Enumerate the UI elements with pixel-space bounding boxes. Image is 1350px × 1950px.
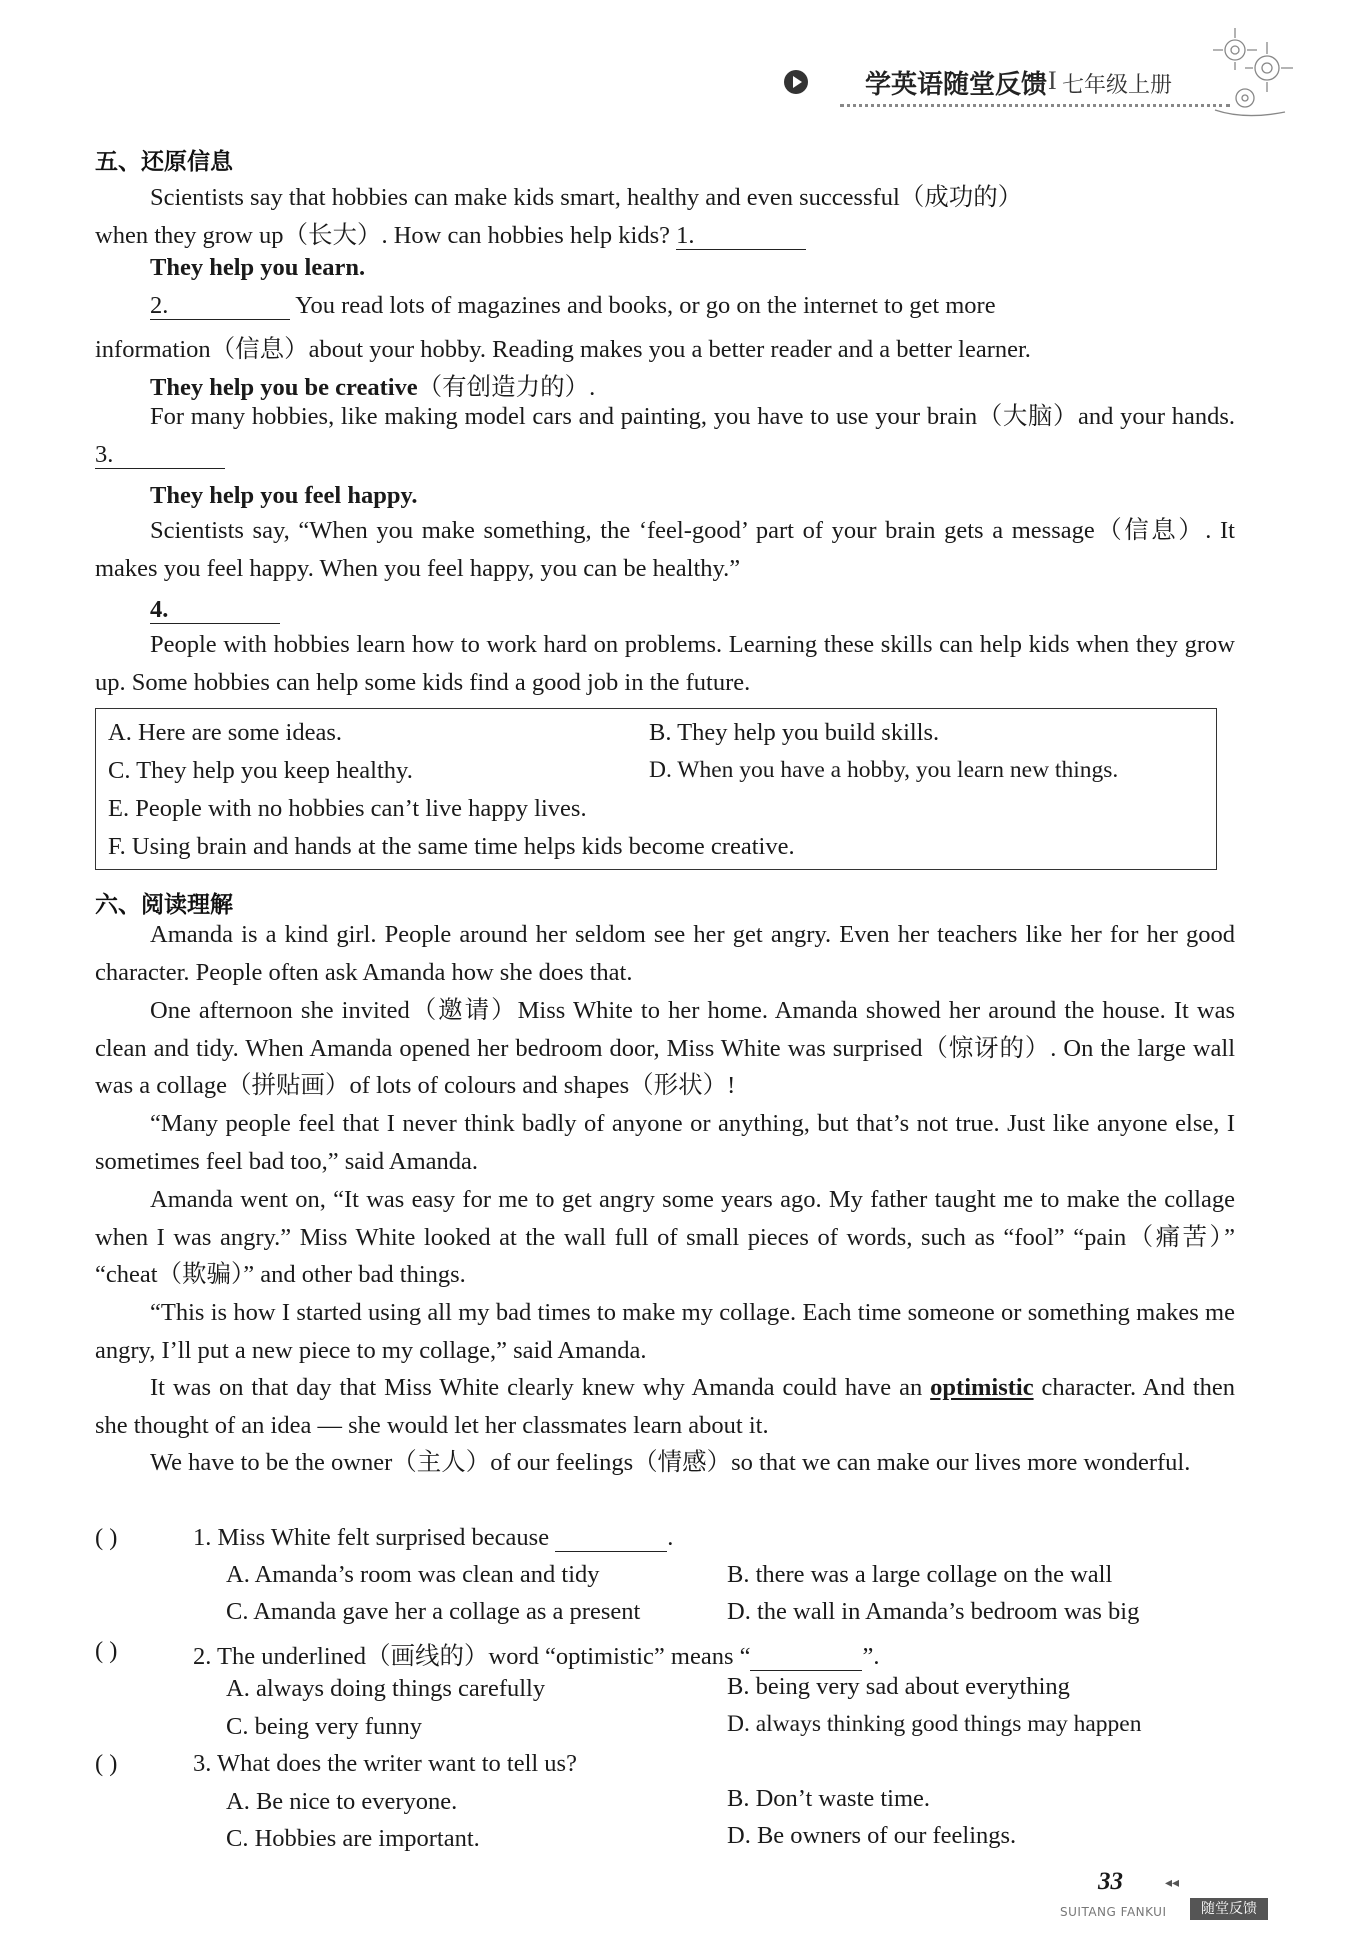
s5-para2-line1-text: You read lots of magazines and books, or go on the internet to get more <box>290 292 996 319</box>
s6-para3: “Many people feel that I never think badly of anyone or anything, but that’s not true. Just like anyone else, I sometimes feel bad too,” said Amanda. <box>95 1110 1235 1175</box>
book-subtitle: 七年级上册 <box>1062 73 1173 98</box>
q2-stem-text: 2. The underlined（画线的）word “optimistic” means “ <box>193 1643 751 1670</box>
s5-heading-2-text: They help you be creative <box>150 374 418 401</box>
q1-stem-text: 1. Miss White felt surprised because <box>193 1524 556 1551</box>
q1-answer-paren[interactable]: ( ) <box>95 1524 118 1551</box>
s6-para6-text-a: It was on that day that Miss White clearly knew why Amanda could have an <box>150 1374 931 1401</box>
double-arrow-icon: ◂◂ <box>1165 1876 1180 1891</box>
options-box <box>95 708 1217 870</box>
q1-blank[interactable] <box>555 1525 667 1552</box>
s6-para7: We have to be the owner（主人）of our feelings（情感）so that we can make our lives more wonderful. <box>150 1449 1191 1476</box>
section-5-title: 五、还原信息 <box>95 149 233 175</box>
q3-option-d: D. Be owners of our feelings. <box>727 1822 1017 1849</box>
s5-blank-4-line <box>150 596 280 624</box>
s6-para4: Amanda went on, “It was easy for me to get angry some years ago. My father taught me to make the collage when I was angry.” Miss White looked at the wall full of small pieces of words, such as “fool” “pain（痛苦）” “cheat（欺骗）” and other bad things. <box>95 1186 1235 1289</box>
s5-para3 <box>95 398 1235 473</box>
answer-blank-4[interactable]: 4. <box>150 597 280 624</box>
s5-heading-1: They help you learn. <box>150 254 366 281</box>
s5-heading-3: They help you feel happy. <box>150 482 418 509</box>
book-title: 学英语随堂反馈 <box>865 70 1048 100</box>
q1-option-a: A. Amanda’s room was clean and tidy <box>226 1561 600 1588</box>
flower-decoration-icon <box>1205 20 1300 130</box>
option-d: D. When you have a hobby, you learn new things. <box>649 757 1119 783</box>
footer-brand-en: SUITANG FANKUI <box>1060 1905 1167 1919</box>
option-c: C. They help you keep healthy. <box>108 757 413 784</box>
answer-blank-3[interactable]: 3. <box>95 442 225 469</box>
q2-stem <box>193 1637 879 1672</box>
q1-stem-end: . <box>667 1524 674 1551</box>
q2-option-d: D. always thinking good things may happen <box>727 1711 1142 1737</box>
s6-para2: One afternoon she invited（邀请）Miss White to her home. Amanda showed her around the house. It was clean and tidy. When Amanda opened her bedroom door, Miss White was surprised（惊讶的）. On the large wall was a collage（拼贴画）of lots of colours and shapes（形状）! <box>95 997 1235 1100</box>
s5-para3-text: For many hobbies, like making model cars and painting, you have to use your brain（大脑）and your hands. <box>150 403 1235 430</box>
s5-para5: People with hobbies learn how to work hard on problems. Learning these skills can help kids when they grow up. Some hobbies can help some kids find a good job in the future. <box>95 631 1235 696</box>
option-a: A. Here are some ideas. <box>108 719 343 746</box>
s6-para5: “This is how I started using all my bad times to make my collage. Each time someone or something makes me angry, I’ll put a new piece to my collage,” said Amanda. <box>95 1299 1235 1364</box>
q3-stem: 3. What does the writer want to tell us? <box>193 1750 577 1777</box>
q3-answer-paren[interactable]: ( ) <box>95 1750 118 1777</box>
header-dotted-rule <box>840 104 1230 107</box>
q1-option-c: C. Amanda gave her a collage as a present <box>226 1598 641 1625</box>
page-header <box>780 62 1240 102</box>
play-icon <box>784 70 808 94</box>
q2-answer-paren[interactable]: ( ) <box>95 1637 118 1664</box>
s5-heading-2-cn: （有创造力的）. <box>417 374 596 401</box>
q2-option-c: C. being very funny <box>226 1713 422 1740</box>
option-e: E. People with no hobbies can’t live happy lives. <box>108 795 587 822</box>
s5-para2-line1 <box>150 292 996 320</box>
q2-blank[interactable] <box>750 1644 862 1671</box>
page-number: 33 <box>1098 1868 1123 1895</box>
q2-stem-end: ”. <box>862 1643 880 1670</box>
answer-blank-1[interactable]: 1. <box>676 223 806 250</box>
option-f: F. Using brain and hands at the same time helps kids become creative. <box>108 833 795 860</box>
q3-option-a: A. Be nice to everyone. <box>226 1788 458 1815</box>
s6-para6-text-b: character. And then she thought of an idea — she would let her classmates learn about it. <box>95 1374 1235 1439</box>
q3-option-c: C. Hobbies are important. <box>226 1825 480 1852</box>
option-b: B. They help you build skills. <box>649 719 940 746</box>
title-separator: I <box>1048 66 1057 95</box>
s5-para1-line1: Scientists say that hobbies can make kids smart, healthy and even successful（成功的） <box>150 184 1023 211</box>
s5-para2-line2: information（信息）about your hobby. Reading makes you a better reader and a better learner. <box>95 336 1031 363</box>
s5-para1-line2-text: when they grow up（长大）. How can hobbies help kids? <box>95 222 677 249</box>
s6-para6 <box>95 1369 1235 1444</box>
q2-option-b: B. being very sad about everything <box>727 1673 1070 1700</box>
answer-blank-2[interactable]: 2. <box>150 293 290 320</box>
q1-stem <box>193 1524 673 1552</box>
q1-option-d: D. the wall in Amanda’s bedroom was big <box>727 1598 1140 1625</box>
q3-option-b: B. Don’t waste time. <box>727 1785 931 1812</box>
s5-para1-line2 <box>95 216 806 251</box>
q1-option-b: B. there was a large collage on the wall <box>727 1561 1113 1588</box>
section-6-title: 六、阅读理解 <box>95 892 233 918</box>
s6-para1: Amanda is a kind girl. People around her seldom see her get angry. Even her teachers like her for her good character. People often ask Amanda how she does that. <box>95 921 1235 986</box>
s5-para4: Scientists say, “When you make something, the ‘feel-good’ part of your brain gets a message（信息）. It makes you feel happy. When you feel happy, you can be healthy.” <box>95 517 1235 582</box>
q2-option-a: A. always doing things carefully <box>226 1675 546 1702</box>
underlined-word: optimistic <box>930 1374 1034 1401</box>
footer-brand-cn: 随堂反馈 <box>1190 1898 1268 1920</box>
